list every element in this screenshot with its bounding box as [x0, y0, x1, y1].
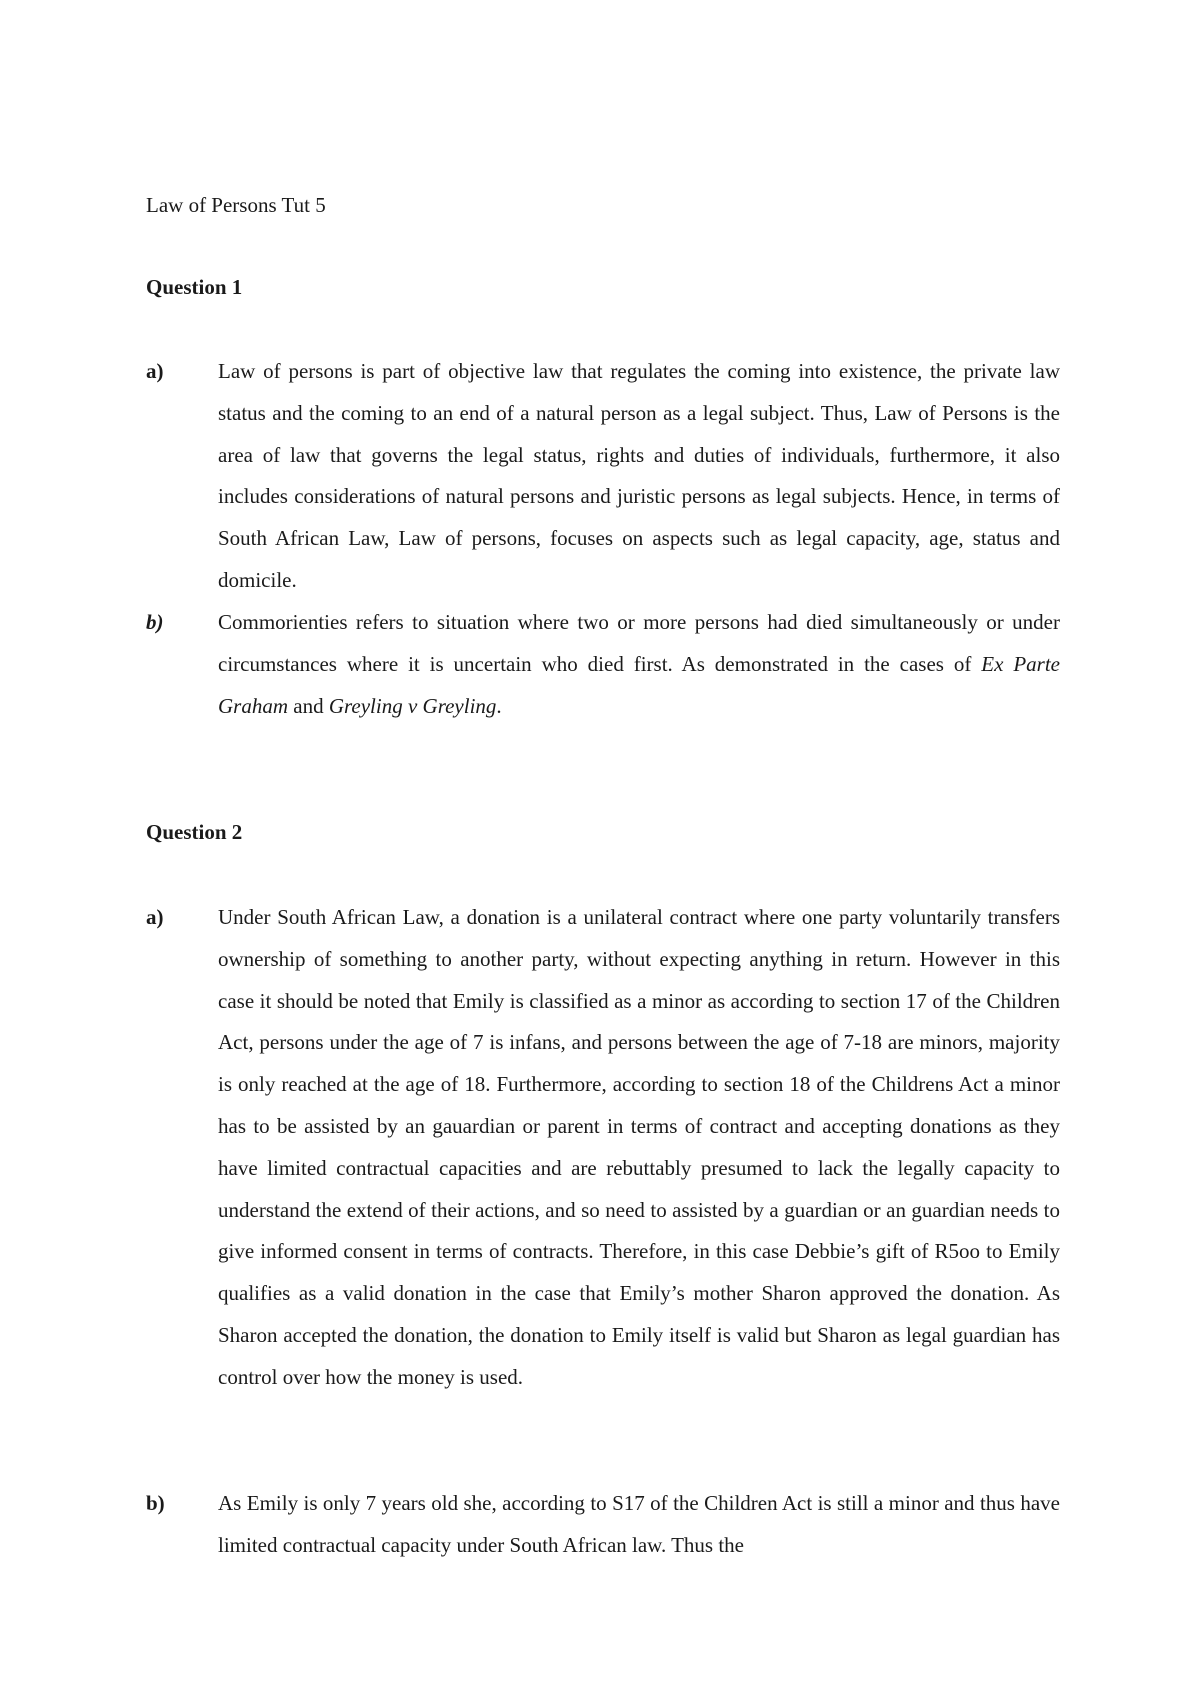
question-1-heading: Question 1	[146, 275, 243, 299]
question-2-heading: Question 2	[146, 820, 243, 844]
question-1-answer-a	[146, 351, 1060, 602]
answer-text-part: .	[496, 693, 502, 718]
answer-text: As Emily is only 7 years old she, according to S17 of the Children Act is still a minor and thus have limited contractual capacity under South African law. Thus the	[218, 1491, 1060, 1557]
answer-marker: a)	[146, 359, 164, 383]
document-title: Law of Persons Tut 5	[146, 193, 326, 217]
answer-text	[218, 602, 1060, 727]
case-name-ex-parte-graham: Ex Parte Graham	[218, 651, 1060, 718]
answer-marker: b)	[146, 1491, 165, 1515]
case-name-greyling: Greyling v Greyling	[328, 693, 497, 718]
answer-marker: b)	[146, 610, 164, 634]
answer-text-part: Commorienties refers to situation where two or more persons had died simultaneously or under circumstances where it is uncertain who died first. As demonstrated in the cases of	[218, 610, 1060, 676]
question-1-answer-b	[146, 602, 1060, 727]
question-2-answer-b	[146, 1483, 1060, 1567]
answer-marker: a)	[146, 905, 164, 929]
answer-text: Under South African Law, a donation is a unilateral contract where one party voluntarily transfers ownership of something to another party, without expecting anything in return. However in this case it should be noted that Emily is classified as a minor as according to section 17 of the Children Act, persons under the age of 7 is infans, and persons between the age of 7-18 are minors, majority is only reached at the age of 18. Furthermore, according to section 18 of the Childrens Act a minor has to be assisted by an gauardian or parent in terms of contract and accepting donations as they have limited contractual capacities and are rebuttably presumed to lack the legally capacity to understand the extend of their actions, and so need to assisted by a guardian or an guardian needs to give informed consent in terms of contracts. Therefore, in this case Debbie’s gift of R5oo to Emily qualifies as a valid donation in the case that Emily’s mother Sharon approved the donation. As Sharon accepted the donation, the donation to Emily itself is valid but Sharon as legal guardian has control over how the money is used.	[218, 905, 1060, 1389]
answer-text: Law of persons is part of objective law that regulates the coming into existence, the private law status and the coming to an end of a natural person as a legal subject. Thus, Law of Persons is the area of law that governs the legal status, rights and duties of individuals, furthermore, it also includes considerations of natural persons and juristic persons as legal subjects. Hence, in terms of South African Law, Law of persons, focuses on aspects such as legal capacity, age, status and domicile.	[218, 359, 1060, 592]
question-2-answer-a	[146, 897, 1060, 1399]
answer-text-part: and	[288, 693, 329, 718]
